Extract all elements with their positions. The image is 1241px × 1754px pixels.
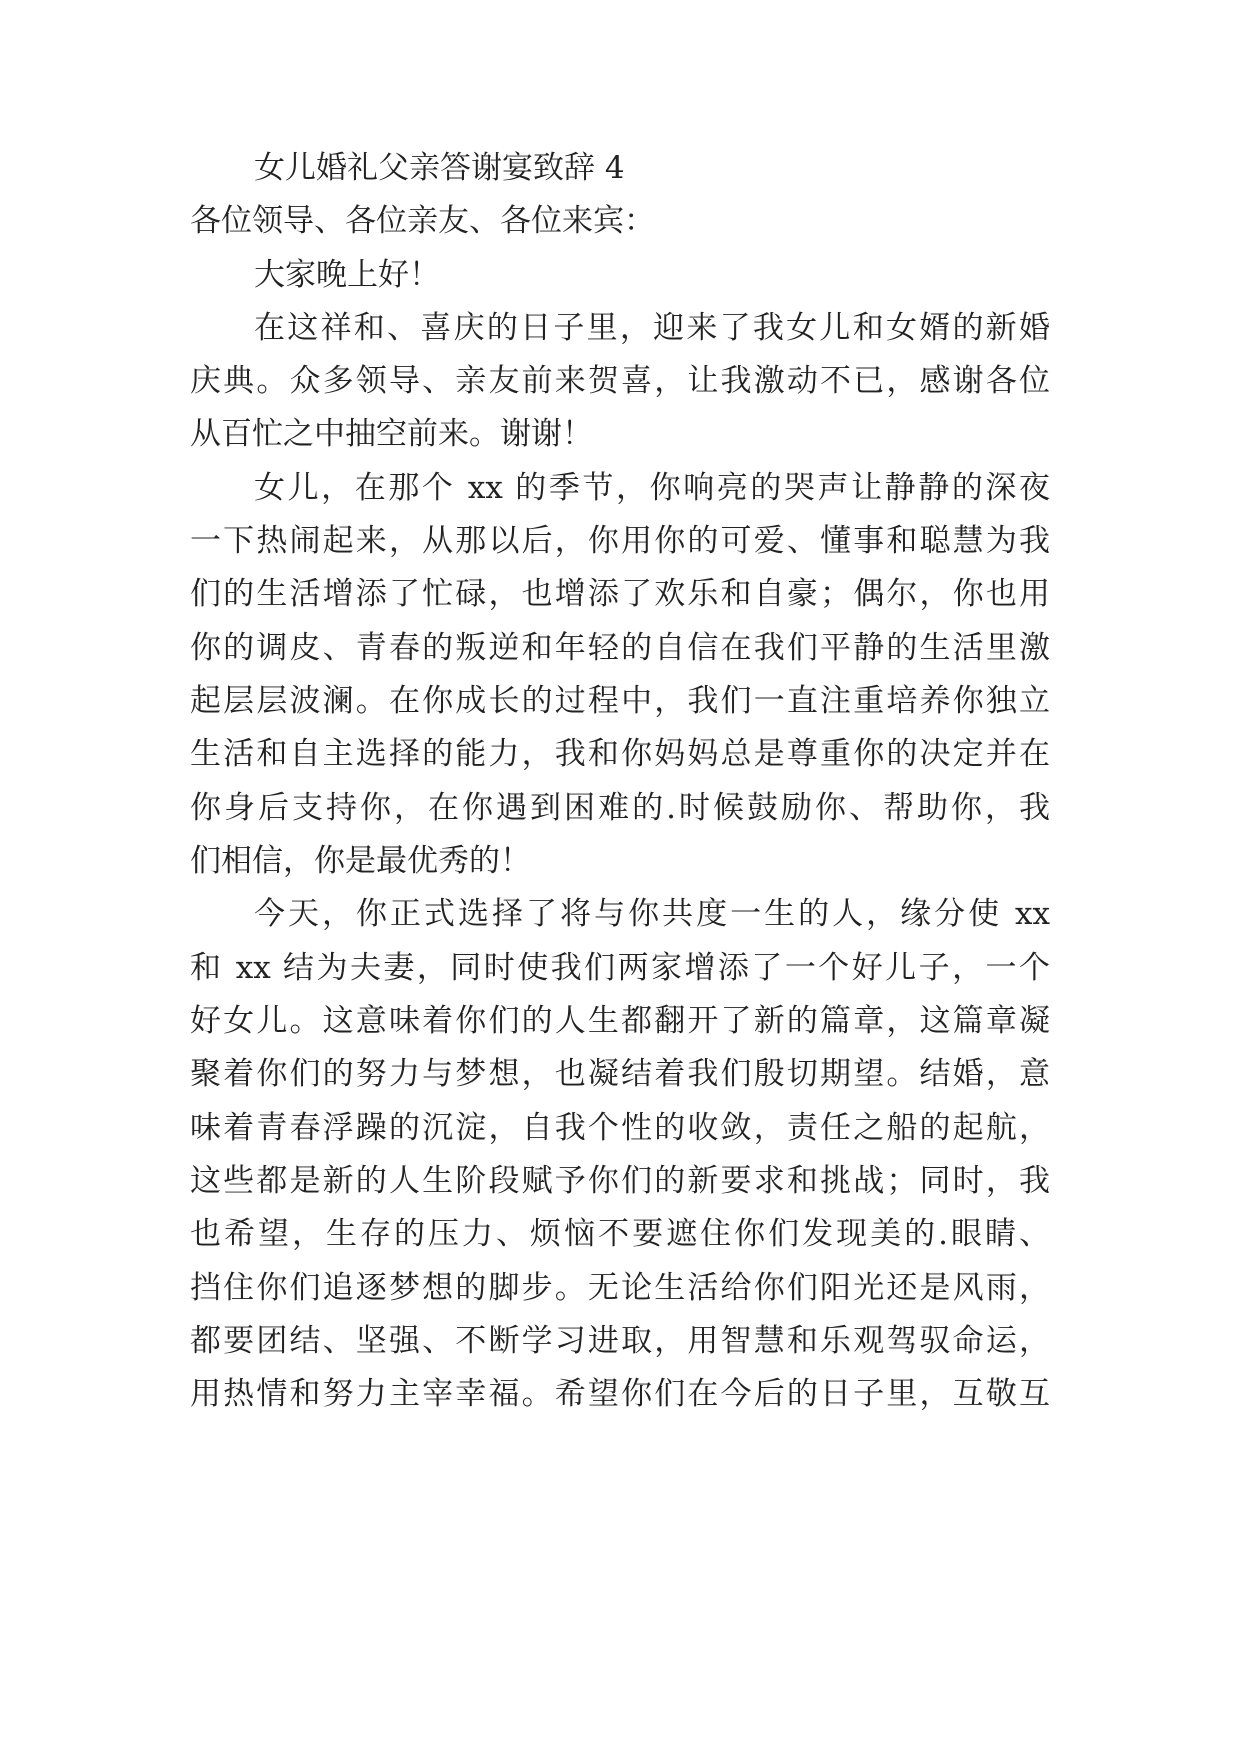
paragraph-line: 生活和自主选择的能力，我和你妈妈总是尊重你的决定并在 — [190, 736, 1050, 772]
paragraph-line: 女儿，在那个 xx 的季节，你响亮的哭声让静静的深夜 — [254, 470, 1050, 506]
paragraph-line: 们的生活增添了忙碌，也增添了欢乐和自豪；偶尔，你也用 — [190, 576, 1050, 612]
paragraph-line: 和 xx 结为夫妻，同时使我们两家增添了一个好儿子，一个 — [190, 950, 1050, 986]
paragraph-line: 聚着你们的努力与梦想，也凝结着我们殷切期望。结婚，意 — [190, 1056, 1050, 1092]
paragraph-line: 今天，你正式选择了将与你共度一生的人，缘分使 xx — [254, 896, 1050, 932]
salutation-line: 各位领导、各位亲友、各位来宾： — [190, 203, 655, 239]
paragraph-line: 这些都是新的人生阶段赋予你们的新要求和挑战；同时，我 — [190, 1163, 1050, 1199]
paragraph-line: 庆典。众多领导、亲友前来贺喜，让我激动不已，感谢各位 — [190, 363, 1050, 399]
paragraph-line: 起层层波澜。在你成长的过程中，我们一直注重培养你独立 — [190, 683, 1050, 719]
document-title: 女儿婚礼父亲答谢宴致辞 4 — [254, 150, 625, 186]
paragraph-line: 一下热闹起来，从那以后，你用你的可爱、懂事和聪慧为我 — [190, 523, 1050, 559]
paragraph-line: 你身后支持你，在你遇到困难的.时候鼓励你、帮助你，我 — [190, 790, 1050, 826]
paragraph-line: 都要团结、坚强、不断学习进取，用智慧和乐观驾驭命运， — [190, 1323, 1050, 1359]
greeting-line: 大家晚上好！ — [254, 257, 440, 293]
paragraph-line: 从百忙之中抽空前来。谢谢！ — [190, 416, 593, 452]
paragraph-line: 们相信，你是最优秀的！ — [190, 843, 531, 879]
paragraph-line: 好女儿。这意味着你们的人生都翻开了新的篇章，这篇章凝 — [190, 1003, 1050, 1039]
paragraph-line: 也希望，生存的压力、烦恼不要遮住你们发现美的.眼睛、 — [190, 1216, 1050, 1252]
paragraph-line: 用热情和努力主宰幸福。希望你们在今后的日子里，互敬互 — [190, 1376, 1050, 1412]
paragraph-line: 挡住你们追逐梦想的脚步。无论生活给你们阳光还是风雨， — [190, 1270, 1050, 1306]
paragraph-line: 你的调皮、青春的叛逆和年轻的自信在我们平静的生活里激 — [190, 630, 1050, 666]
paragraph-line: 在这祥和、喜庆的日子里，迎来了我女儿和女婿的新婚 — [254, 310, 1050, 346]
paragraph-line: 味着青春浮躁的沉淀，自我个性的收敛，责任之船的起航， — [190, 1110, 1050, 1146]
